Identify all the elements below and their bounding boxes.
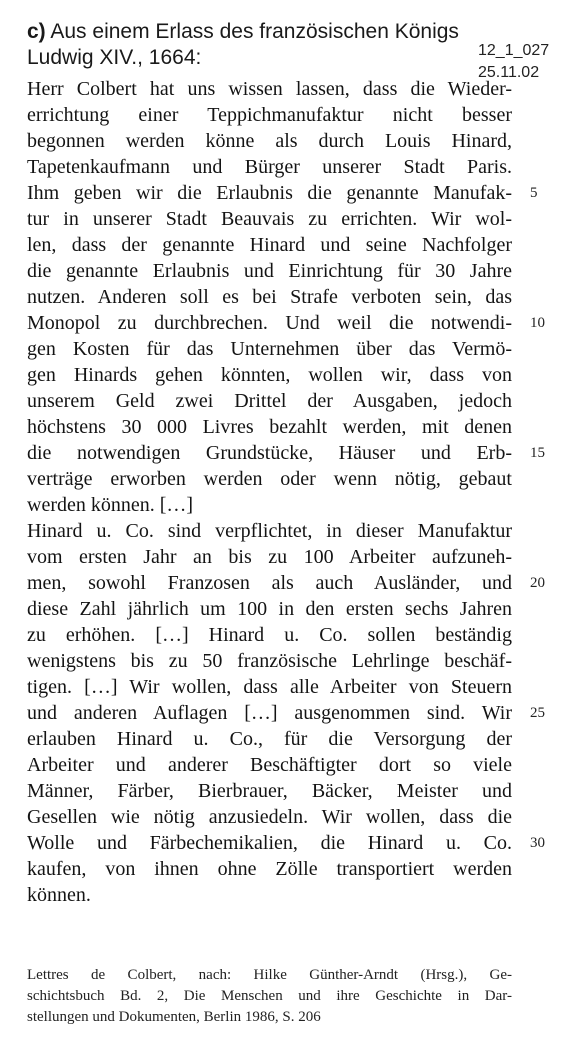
- text-line: verträge erworben werden oder wenn nötig, gebaut: [27, 468, 512, 490]
- text-line: und anderen Auflagen […] ausgenommen sind. Wir: [27, 702, 512, 724]
- heading-line-1: [27, 20, 459, 44]
- text-line: werden können. […]: [27, 494, 194, 516]
- citation-line: stellungen und Dokumenten, Berlin 1986, S. 206: [27, 1009, 321, 1025]
- line-number: 25: [530, 705, 545, 721]
- text-line: errichtung einer Teppichmanufaktur nicht besser: [27, 104, 512, 126]
- text-line: begonnen werden könne als durch Louis Hinard,: [27, 130, 512, 152]
- line-number: 5: [530, 185, 538, 201]
- text-line: diese Zahl jährlich um 100 in den ersten sechs Jahren: [27, 598, 512, 620]
- heading-label: c): [27, 20, 46, 43]
- text-line: wenigstens bis zu 50 französische Lehrlinge beschäf-: [27, 650, 512, 672]
- text-line: tigen. […] Wir wollen, dass alle Arbeiter von Steuern: [27, 676, 512, 698]
- file-tag-id: 12_1_027: [478, 42, 550, 59]
- line-number: 10: [530, 315, 545, 331]
- text-line: gen Kosten für das Unternehmen über das Vermö-: [27, 338, 512, 360]
- text-line: erlauben Hinard u. Co., für die Versorgung der: [27, 728, 512, 750]
- text-line: Ihm geben wir die Erlaubnis die genannte Manufak-: [27, 182, 512, 204]
- text-line: Gesellen wie nötig anzusiedeln. Wir wollen, dass die: [27, 806, 512, 828]
- line-number: 20: [530, 575, 545, 591]
- text-line: men, sowohl Franzosen als auch Ausländer, und: [27, 572, 512, 594]
- text-line: können.: [27, 884, 91, 906]
- text-line: Hinard u. Co. sind verpflichtet, in dieser Manufaktur: [27, 520, 512, 542]
- heading-title-line-2: Ludwig XIV., 1664:: [27, 46, 202, 69]
- line-number: 15: [530, 445, 545, 461]
- text-line: Wolle und Färbechemikalien, die Hinard u. Co.: [27, 832, 512, 854]
- heading-title-line-1: Aus einem Erlass des französischen Königs: [50, 20, 459, 43]
- text-line: Männer, Färber, Bierbrauer, Bäcker, Meister und: [27, 780, 512, 802]
- text-line: die notwendigen Grundstücke, Häuser und Erb-: [27, 442, 512, 464]
- text-line: Arbeiter und anderer Beschäftigter dort so viele: [27, 754, 512, 776]
- text-line: die genannte Erlaubnis und Einrichtung für 30 Jahre: [27, 260, 512, 282]
- text-line: Herr Colbert hat uns wissen lassen, dass die Wieder-: [27, 78, 512, 100]
- file-tag-date: 25.11.02: [478, 64, 540, 81]
- text-line: nutzen. Anderen soll es bei Strafe verboten sein, das: [27, 286, 512, 308]
- text-line: unserem Geld zwei Drittel der Ausgaben, jedoch: [27, 390, 512, 412]
- citation-line: Lettres de Colbert, nach: Hilke Günther-Arndt (Hrsg.), Ge-: [27, 967, 512, 983]
- text-line: len, dass der genannte Hinard und seine Nachfolger: [27, 234, 512, 256]
- text-line: Tapetenkaufmann und Bürger unserer Stadt Paris.: [27, 156, 512, 178]
- text-line: höchstens 30 000 Livres bezahlt werden, mit denen: [27, 416, 512, 438]
- text-line: vom ersten Jahr an bis zu 100 Arbeiter aufzuneh-: [27, 546, 512, 568]
- text-line: gen Hinards gehen könnten, wollen wir, dass von: [27, 364, 512, 386]
- text-line: kaufen, von ihnen ohne Zölle transportiert werden: [27, 858, 512, 880]
- text-line: Monopol zu durchbrechen. Und weil die notwendi-: [27, 312, 512, 334]
- line-number: 30: [530, 835, 545, 851]
- citation-line: schichtsbuch Bd. 2, Die Menschen und ihre Geschichte in Dar-: [27, 988, 512, 1004]
- text-line: tur in unserer Stadt Beauvais zu errichten. Wir wol-: [27, 208, 512, 230]
- text-line: zu erhöhen. […] Hinard u. Co. sollen beständig: [27, 624, 512, 646]
